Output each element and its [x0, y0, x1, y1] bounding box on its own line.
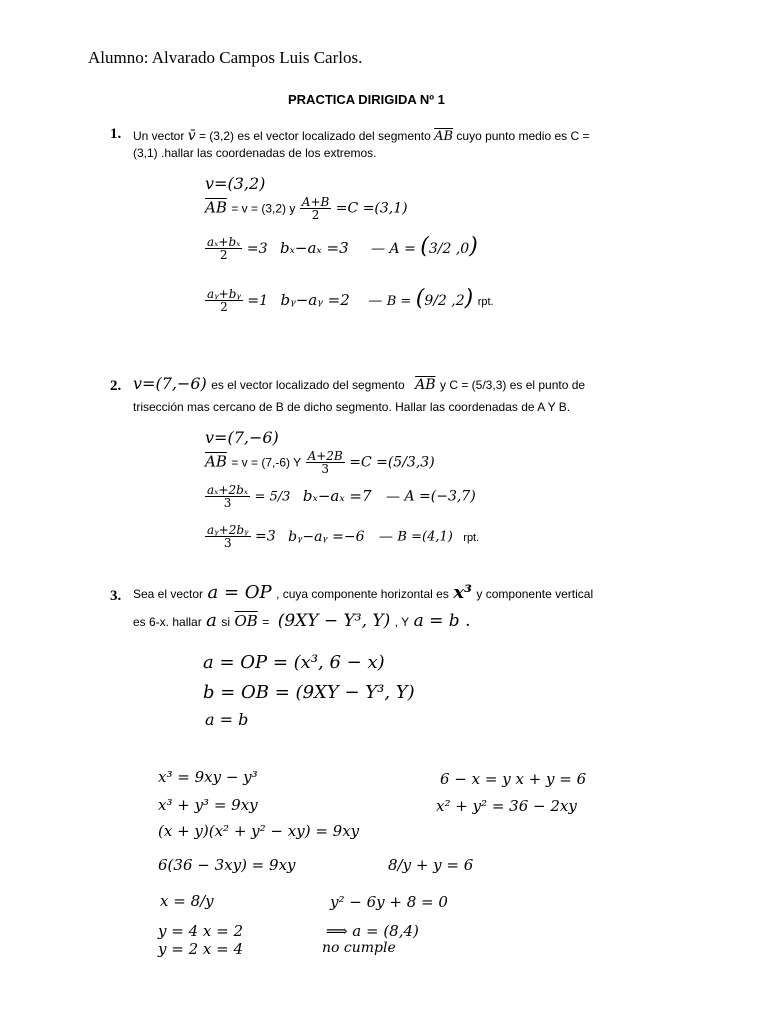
p3-right-step-2: x² + y² = 36 − 2xy — [436, 797, 577, 815]
p3-right-step-4: y² − 6y + 8 = 0 — [330, 893, 448, 911]
p2-ab-line: $\overline{AB} = v = (7,-6)$ Y $\frac{A+2B}{3}$ =C =(5/3,3) — [205, 449, 435, 476]
p3-left-step-6: y = 4 x = 2 — [158, 922, 243, 940]
p3-right-step-6: no cumple — [322, 940, 396, 956]
p2-y-equation: $\frac{\text{aᵧ+2bᵧ}}{3}$ =3 bᵧ−aᵧ =−6 — B =(4,1) rpt. — [207, 523, 480, 550]
problem-1-number: 1. — [110, 126, 122, 142]
problem-3-statement-line2: es 6-x. hallar a si $\overline{OB} = (9XY - Y^3$, Y) , Y a = b . — [133, 610, 471, 631]
p3-left-step-1: x³ = 9xy − y³ — [158, 768, 258, 786]
p3-right-step-5: ⟹ a = (8,4) — [326, 922, 419, 940]
p3-left-step-7: y = 2 x = 4 — [158, 940, 243, 958]
p3-left-step-3: (x + y)(x² + y² − xy) = 9xy — [158, 822, 360, 840]
p1-ab-line: $\overline{AB} = v = (3,2)$ y $\frac{A+B}{2}$ =C =(3,1) — [205, 195, 408, 222]
p1-x-equation: $\frac{\text{aₓ+bₓ}}{2}$ =3 bₓ−aₓ =3 — A = (3/2 ,0) — [207, 234, 478, 263]
p3-b-definition: b = OB = (9XY − Y³, Y) — [203, 682, 415, 703]
p3-left-step-5: x = 8/y — [160, 892, 214, 910]
p3-left-step-2: x³ + y³ = 9xy — [158, 796, 258, 814]
p1-y-equation: $\frac{\text{aᵧ+bᵧ}}{2}$ =1 bᵧ−aᵧ =2 — B = (9/2 ,2) rpt. — [207, 286, 494, 315]
p1-v-definition: v=(3,2) — [205, 174, 266, 193]
problem-1-statement-line1: Un vector v̄ = (3,2) es el vector localizado del segmento $\overline{AB}$ cuyo punto medio es C = — [133, 128, 590, 144]
problem-2-statement-line2: trisección mas cercano de B de dicho segmento. Hallar las coordenadas de A Y B. — [133, 400, 571, 414]
problem-3-statement-line1: Sea el vector a = OP , cuya componente horizontal es x³ y componente vertical — [133, 582, 594, 603]
student-name: Alumno: Alvarado Campos Luis Carlos. — [88, 48, 363, 67]
problem-1-statement-line2: (3,1) .hallar las coordenadas de los extremos. — [133, 146, 377, 160]
p2-x-equation: $\frac{\text{aₓ+2bₓ}}{3}$ = 5/3 bₓ−aₓ =7 — A =(−3,7) — [207, 483, 476, 510]
problem-3-number: 3. — [110, 588, 122, 604]
problem-2-number: 2. — [110, 378, 122, 394]
p3-right-step-1: 6 − x = y x + y = 6 — [440, 770, 587, 788]
problem-2-statement-line1: v=(7,−6) es el vector localizado del segmento $\overline{AB}$ y C = (5/3,3) es el punto de — [133, 374, 586, 393]
p3-a-definition: a = OP = (x³, 6 − x) — [203, 652, 385, 673]
p3-a-equals-b: a = b — [205, 710, 249, 729]
p3-right-step-3: 8/y + y = 6 — [388, 856, 474, 874]
p2-v-definition: v=(7,−6) — [205, 428, 279, 447]
page-title: PRACTICA DIRIGIDA Nº 1 — [288, 92, 445, 107]
p3-left-step-4: 6(36 − 3xy) = 9xy — [158, 856, 296, 874]
